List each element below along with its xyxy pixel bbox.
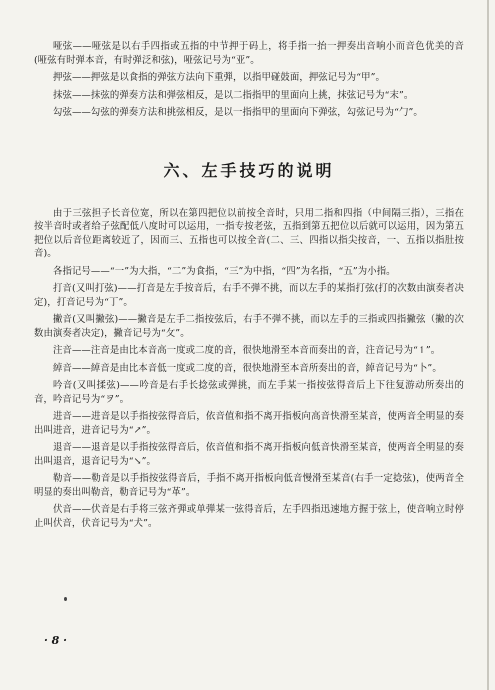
section-body [34,207,464,531]
text-body [34,40,464,534]
paragraph-intro: 由于三弦担子长音位宽，所以在第四把位以前按全音时，只用二指和四指（中间隔三指），三指在按半音时或者给子弦配低八度时可以运用，一指专按老弦，五指到第五把位以后就可以运用，因为第五把位以后音位距离较近了，因而三、五指也可以按全音(二、三、四指以指尖按音，一、五指以指肚按音)。 [34,207,464,259]
paragraph-press-string: 押弦——押弦是以食指的弹弦方法向下重弾，以指甲碰鼓面，押弦记号为“甲”。 [53,72,385,83]
paragraph-stop-tone: 伏音——伏音是右手将三弦齐弾或单弾某一弦得音后，左手四指迅速地方握于弦上，使音响立时停止叫伏音，伏音记号为“犬”。 [34,504,464,529]
section-heading: 六、左手技巧的说明 [163,160,335,180]
paragraph-vibrato: 吟音(又叫揉弦)——吟音是右手长捻弦或弹挑，而左手某一指按弦得音后上下往复游动所奏出的音，吟音记号为“ヲ”。 [34,380,464,405]
paragraph-wipe-string: 抹弦——抹弦的弹奏方法和弹弦相反，是以二指指甲的里面向上挑，抹弦记号为“末”。 [53,89,414,101]
paragraph-strike-tone: 打音(又叫打弦)——打音是左手按音后，右手不弹不挑，而以左手的某指打弦(打的次数由演奏者决定)，打音记号为“丁”。 [34,283,464,308]
paragraph-hook-string: 勾弦——勾弦的弹奏方法和挑弦相反，是以一指指甲的里面向下弹弦，勾弦记号为“勹”。 [53,107,423,118]
paragraph-pluck-tone: 撇音(又叫撇弦)——撇音是左手二指按弦后，右手不弹不挑，而以左手的三指或四指撇弦（撇的次数由演奏者决定)，撇音记号为“攵”。 [34,314,464,339]
paragraph-down-slide: 注音——注音是由比本音高一度或二度的音，很快地滑至本音而奏出的音，注音记号为“↿”。 [53,345,441,356]
scan-edge-shadow [487,0,489,690]
paragraph-finger-marks: 各指记号——“一”为大指，“二”为食指，“三”为中指，“四”为名指，“五”为小指。 [53,265,396,277]
scan-speck [64,597,67,601]
paragraph-retreat-tone: 退音——退音是以手指按弦得音后，依音值和指不离开指板向低音快滑至某音，使两音全明显的奏出叫退音，退音记号为“↘”。 [34,442,464,467]
paragraph-mute-string: 哑弦——哑弦是以右手四指或五指的中节押于码上，将手指一抬一押奏出音响小而音色优美的音(哑弦有时弹本音，有时弹泛和弦)，哑弦记号为“亚”。 [34,41,464,66]
section-spacer [34,124,464,158]
paragraph-pull-tone: 勒音——勒音是以手指按弦得音后，手指不离开指板向低音慢滑至某音(右手一定捻弦)，使两音全明显的奏出叫勒音，勒音记号为“革”。 [34,473,464,498]
paragraph-up-slide: 綽音——綽音是由比本音低一度或二度的音，很快地滑至本音所奏出的音，綽音记号为“卜”。 [53,362,442,374]
page-number: · 8 · [44,634,67,647]
paragraph-advance-tone: 进音——进音是以手指按弦得音后，依音值和指不离开指板向高音快滑至某音，使两音全明显的奏出叫进音，进音记号为“↗”。 [34,411,464,436]
